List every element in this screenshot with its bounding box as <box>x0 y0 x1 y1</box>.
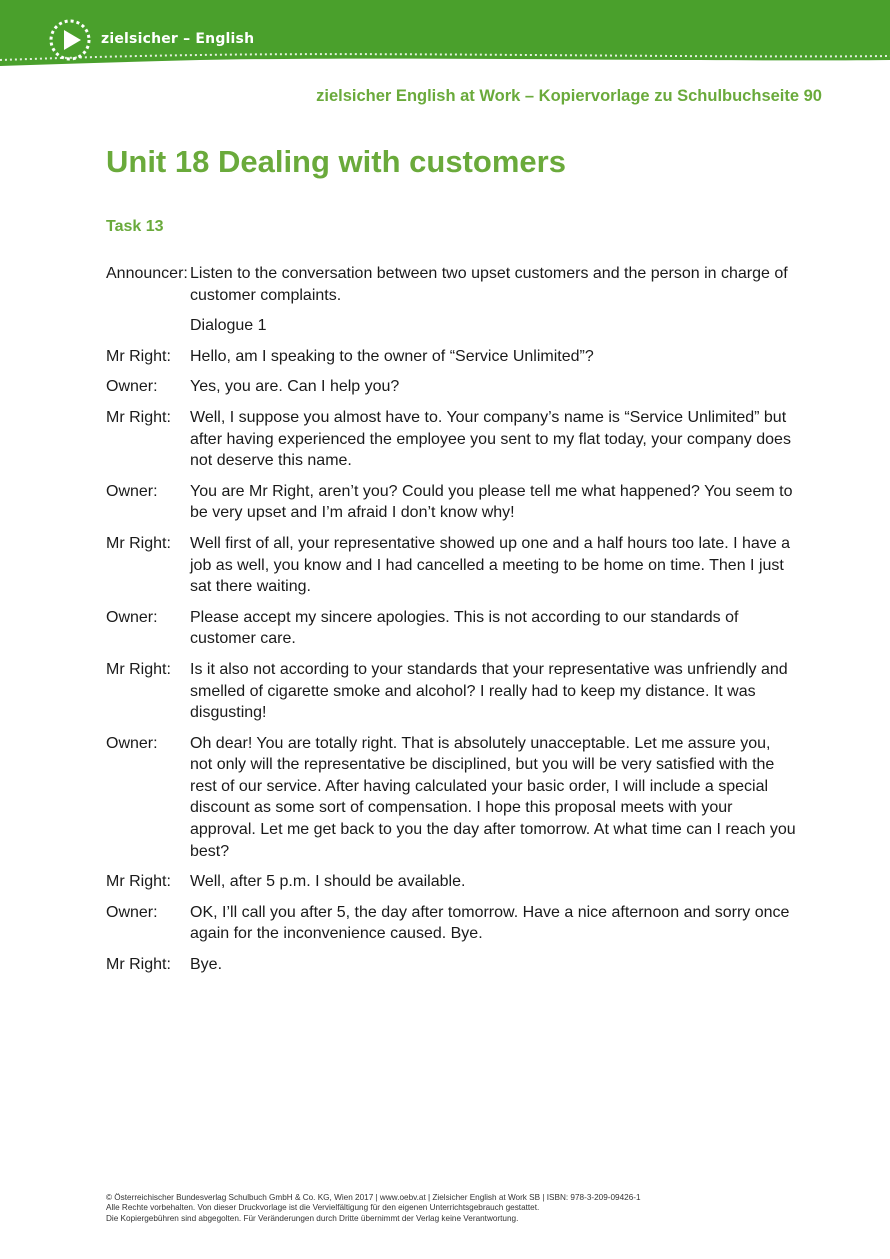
dialogue-line <box>106 481 796 524</box>
dialogue-line <box>106 346 796 368</box>
dialogue-line <box>106 607 796 650</box>
dialogue-line <box>106 902 796 945</box>
speaker-label: Mr Right: <box>106 873 171 891</box>
speech-text: Dialogue 1 <box>190 317 267 335</box>
speaker-label: Mr Right: <box>106 408 171 426</box>
speech-text: Please accept my sincere apologies. This is not according to our standards of customer care. <box>190 608 739 648</box>
dialogue-line <box>106 263 796 306</box>
speaker-label: Mr Right: <box>106 534 171 552</box>
speaker-label: Owner: <box>106 378 158 396</box>
task-label: Task 13 <box>106 218 164 235</box>
speech-text: Hello, am I speaking to the owner of “Service Unlimited”? <box>190 347 594 365</box>
page-subtitle: zielsicher English at Work – Kopiervorlage zu Schulbuchseite 90 <box>316 87 822 105</box>
dialogue-line <box>106 733 796 863</box>
dialogue-line <box>106 954 796 976</box>
header-banner <box>0 0 890 80</box>
speaker-label <box>106 315 190 337</box>
speech-text: Well, after 5 p.m. I should be available. <box>190 873 466 891</box>
footer-line: © Österreichischer Bundesverlag Schulbuch GmbH & Co. KG, Wien 2017 | www.oebv.at | Zielsicher English at Work SB | ISBN: 978-3-209-09426-1 <box>106 1193 641 1202</box>
speaker-label: Owner: <box>106 903 158 921</box>
speaker-label: Owner: <box>106 482 158 500</box>
speech-text: Bye. <box>190 956 223 974</box>
speech-text: Well first of all, your representative showed up one and a half hours too late. I have a job as well, you know and I had cancelled a meeting to be home on time. Then I just sat there waiting. <box>190 534 791 596</box>
speaker-label: Mr Right: <box>106 956 171 974</box>
dialogue-line <box>106 871 796 893</box>
speech-text: Oh dear! You are totally right. That is absolutely unacceptable. Let me assure you, not only will the representative be disciplined, but you will be very satisfied with the rest of our service. After having calculated your basic order, I will include a special discount as some sort of compensation. I hope this proposal meets with your approval. Let me get back to you the day after tomorrow. At what time can I reach you best? <box>190 734 796 860</box>
brand-name: zielsicher – English <box>101 31 255 47</box>
speech-text: Yes, you are. Can I help you? <box>190 378 400 396</box>
speech-text: You are Mr Right, aren’t you? Could you please tell me what happened? You seem to be very upset and I’m afraid I don’t know why! <box>190 482 793 522</box>
dialogue-line <box>106 315 796 337</box>
dialogue-line <box>106 659 796 724</box>
copyright-footer <box>106 1193 641 1224</box>
dialogue-line <box>106 533 796 598</box>
speech-text: OK, I’ll call you after 5, the day after tomorrow. Have a nice afternoon and sorry once again for the inconvenience caused. Bye. <box>190 903 790 943</box>
speech-text: Is it also not according to your standards that your representative was unfriendly and smelled of cigarette smoke and alcohol? I really had to keep my distance. It was disgusting! <box>190 660 788 722</box>
dialogue-line <box>106 407 796 472</box>
dialogue-transcript <box>106 263 796 985</box>
footer-line: Die Kopiergebühren sind abgegolten. Für Veränderungen durch Dritte übernimmt der Verlag keine Verantwortung. <box>106 1213 519 1223</box>
speaker-label: Announcer: <box>106 265 188 282</box>
speaker-label: Mr Right: <box>106 660 171 678</box>
unit-title: Unit 18 Dealing with customers <box>106 144 566 179</box>
speech-text: Well, I suppose you almost have to. Your company’s name is “Service Unlimited” but after having experienced the employee you sent to my flat today, your company does not deserve this name. <box>190 408 791 470</box>
speaker-label: Mr Right: <box>106 347 171 365</box>
footer-line: Alle Rechte vorbehalten. Von dieser Druckvorlage ist die Vervielfältigung für den eigenen Unterrichtsgebrauch gestattet. <box>106 1203 540 1213</box>
speaker-label: Owner: <box>106 608 158 626</box>
speaker-label: Owner: <box>106 734 158 752</box>
speech-text: Listen to the conversation between two upset customers and the person in charge of customer complaints. <box>190 265 788 304</box>
dialogue-line <box>106 376 796 398</box>
